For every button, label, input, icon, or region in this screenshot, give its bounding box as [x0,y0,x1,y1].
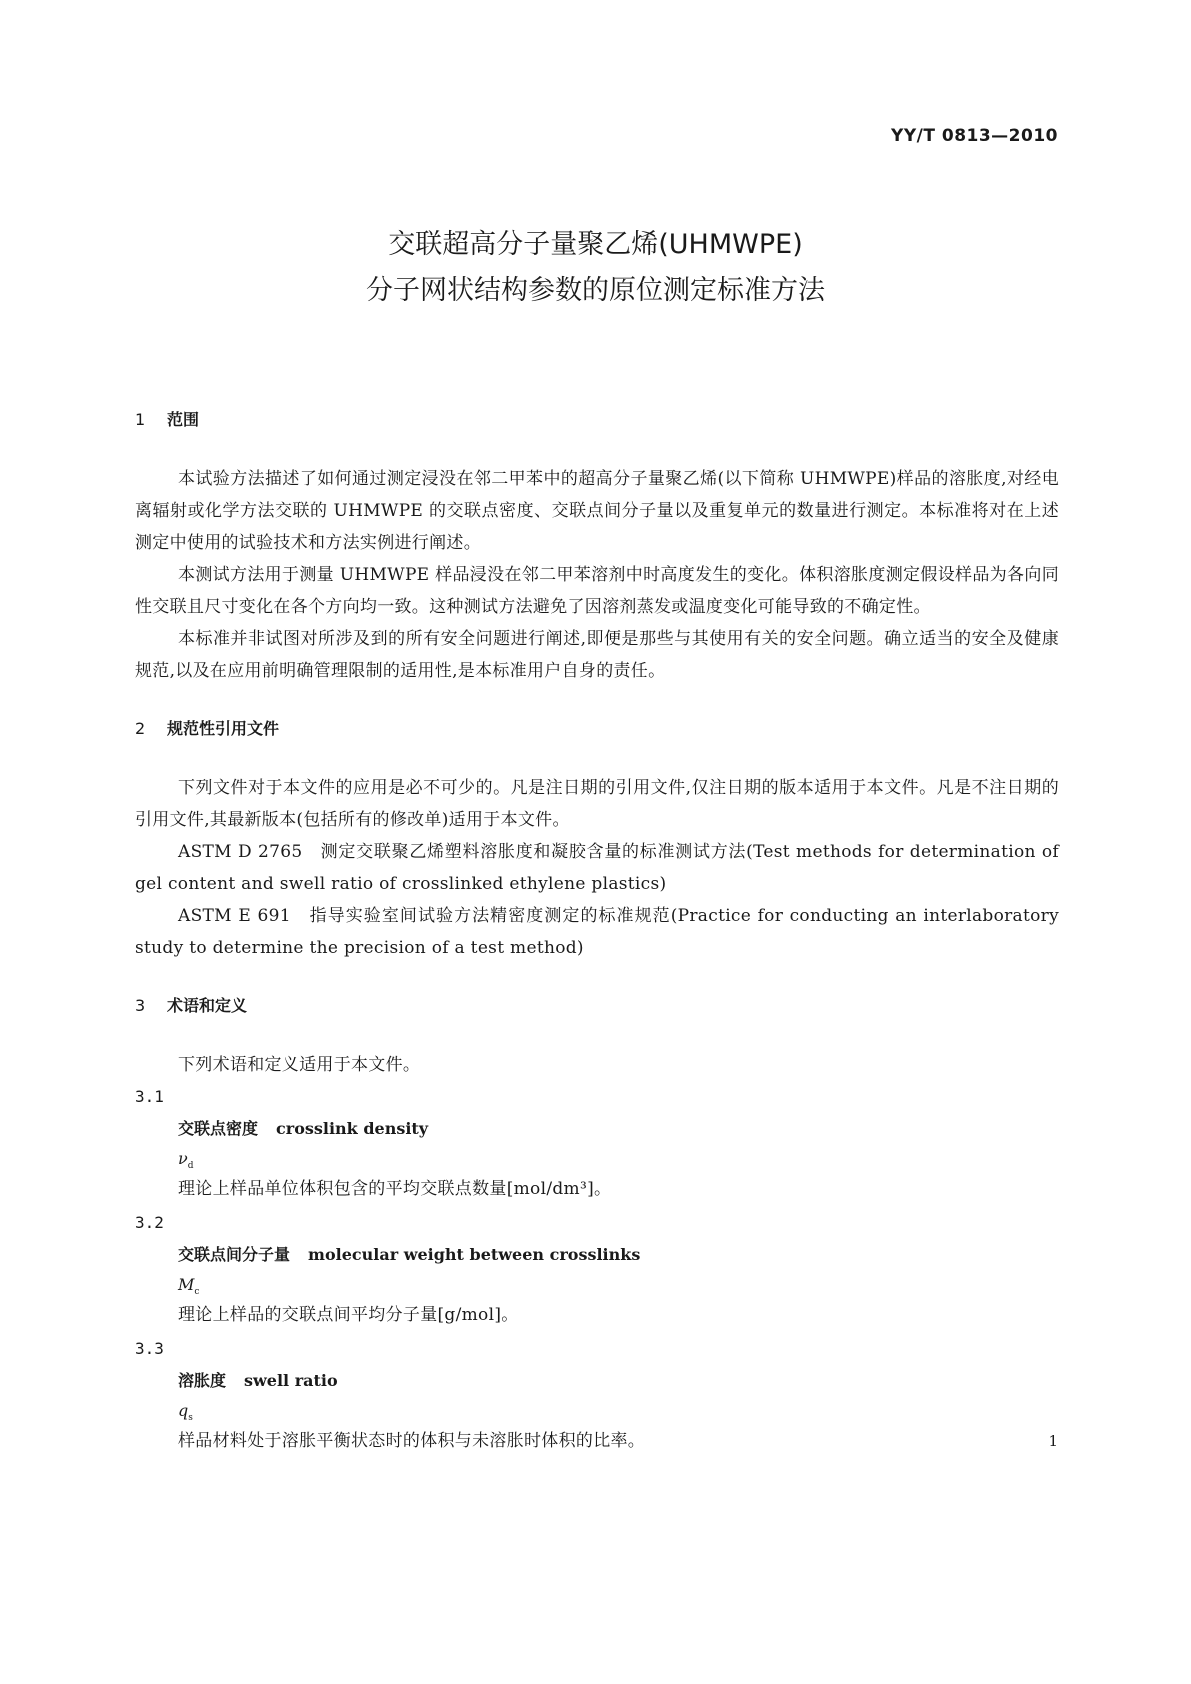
term-name [135,1113,1059,1145]
term-symbol [135,1145,1059,1173]
term-definition: 样品材料处于溶胀平衡状态时的体积与未溶胀时体积的比率。 [178,1431,646,1451]
symbol-subscript: d [187,1161,194,1172]
section-title: 术语和定义 [167,996,248,1015]
term-name-cn: 溶胀度 [178,1371,227,1390]
symbol-base: q [178,1401,189,1420]
term-definition: 理论上样品单位体积包含的平均交联点数量[mol/dm³]。 [178,1179,612,1199]
paragraph: 本标准并非试图对所涉及到的所有安全问题进行阐述,即便是那些与其使用有关的安全问题。确立适当的安全及健康规范,以及在应用前明确管理限制的适用性,是本标准用户自身的责任。 [135,629,1059,681]
document-body [135,408,1059,1459]
paragraph: 本试验方法描述了如何通过测定浸没在邻二甲苯中的超高分子量聚乙烯(以下简称 UHMWPE)样品的溶胀度,对经电离辐射或化学方法交联的 UHMWPE 的交联点密度、交联点间分子量以及重复单元的数量进行测定。本标准将对在上述测定中使用的试验技术和方法实例进行阐述。 [135,469,1059,553]
reference-entry: ASTM D 2765 测定交联聚乙烯塑料溶胀度和凝胶含量的标准测试方法(Test methods for determination of gel content and swell ratio of crosslinked ethylene plastics) [135,842,1059,894]
symbol-base: ν [178,1149,188,1168]
document-title [0,222,1191,314]
page-number: 1 [1048,1432,1058,1450]
term-name-en: molecular weight between crosslinks [308,1245,641,1264]
section-title: 规范性引用文件 [167,719,280,738]
term-symbol [135,1397,1059,1425]
term-name [135,1239,1059,1271]
symbol-subscript: s [188,1413,193,1424]
term-name-en: crosslink density [276,1119,429,1138]
symbol-base: M [178,1275,195,1294]
section-heading-terms-definitions [135,994,1059,1018]
term-name-cn: 交联点密度 [178,1119,259,1138]
standard-code: YY/T 0813—2010 [891,126,1058,146]
paragraph: 下列术语和定义适用于本文件。 [178,1055,421,1075]
term-name-en: swell ratio [244,1371,338,1390]
term-number: 3.3 [135,1339,164,1358]
title-line-1: 交联超高分子量聚乙烯(UHMWPE) [388,229,803,260]
section-title: 范围 [167,410,200,429]
paragraph: 本测试方法用于测量 UHMWPE 样品浸没在邻二甲苯溶剂中时高度发生的变化。体积溶胀度测定假设样品为各向同性交联且尺寸变化在各个方向均一致。这种测试方法避免了因溶剂蒸发或温度变化可能导致的不确定性。 [135,565,1059,617]
term-number: 3.1 [135,1087,164,1106]
paragraph: 下列文件对于本文件的应用是必不可少的。凡是注日期的引用文件,仅注日期的版本适用于本文件。凡是不注日期的引用文件,其最新版本(包括所有的修改单)适用于本文件。 [135,778,1059,830]
term-symbol [135,1271,1059,1299]
section-number: 1 [135,410,146,429]
term-number: 3.2 [135,1213,164,1232]
term-name [135,1365,1059,1397]
section-heading-scope [135,408,1059,432]
term-definition: 理论上样品的交联点间平均分子量[g/mol]。 [178,1305,519,1325]
section-heading-normative-references [135,717,1059,741]
title-line-2: 分子网状结构参数的原位测定标准方法 [366,275,825,306]
term-name-cn: 交联点间分子量 [178,1245,291,1264]
section-number: 3 [135,996,146,1015]
symbol-subscript: c [194,1287,200,1298]
section-number: 2 [135,719,146,738]
reference-entry: ASTM E 691 指导实验室间试验方法精密度测定的标准规范(Practice for conducting an interlaboratory study to determine the precision of a test method) [135,906,1059,958]
